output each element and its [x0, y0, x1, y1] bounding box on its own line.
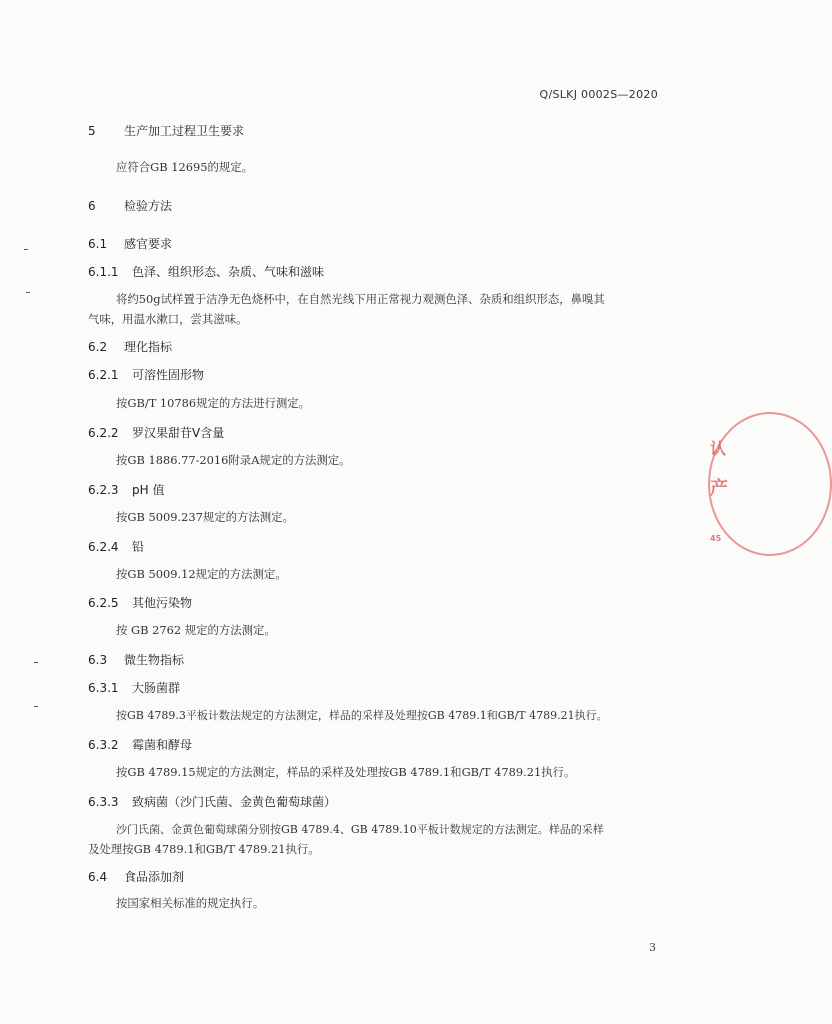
page-number: 3 — [649, 941, 656, 954]
section-title: pH 值 — [132, 483, 165, 497]
section-number: 6.2.1 — [88, 368, 119, 382]
section-number: 6.2.3 — [88, 483, 119, 497]
section-6-heading — [88, 197, 172, 214]
section-6-2-1-heading — [88, 366, 204, 383]
section-title: 致病菌（沙门氏菌、金黄色葡萄球菌） — [132, 795, 337, 809]
seal-glyph: 认 — [710, 439, 727, 458]
scan-speck — [34, 706, 38, 707]
section-6-4-paragraph: 按国家相关标准的规定执行。 — [116, 896, 265, 910]
section-6-3-3-paragraph-line1: 沙门氏菌、金黄色葡萄球菌分别按GB 4789.4、GB 4789.10平板计数规定的方法测定。样品的采样 — [116, 823, 604, 836]
section-number: 5 — [88, 124, 96, 138]
section-title: 霉菌和酵母 — [132, 738, 193, 752]
section-6-1-1-paragraph-line2: 气味，用温水漱口，尝其滋味。 — [88, 312, 248, 326]
section-number: 6 — [88, 199, 96, 213]
section-6-2-3-heading — [88, 481, 164, 498]
section-6-2-5-heading — [88, 594, 192, 611]
section-title: 食品添加剂 — [124, 870, 185, 884]
section-6-2-2-paragraph: 按GB 1886.77-2016附录A规定的方法测定。 — [116, 453, 351, 467]
section-6-3-3-paragraph-line2: 及处理按GB 4789.1和GB/T 4789.21执行。 — [88, 842, 320, 856]
section-title: 罗汉果甜苷Ⅴ含量 — [132, 426, 225, 440]
section-number: 6.4 — [88, 870, 108, 884]
section-number: 6.3.3 — [88, 795, 119, 809]
section-6-2-heading — [88, 338, 172, 355]
section-title: 可溶性固形物 — [132, 368, 205, 382]
section-6-1-heading — [88, 235, 172, 252]
section-title: 色泽、组织形态、杂质、气味和滋味 — [132, 265, 325, 279]
section-6-3-1-heading — [88, 679, 180, 696]
section-6-1-1-heading — [88, 263, 324, 280]
section-number: 6.2 — [88, 340, 108, 354]
section-6-3-1-paragraph: 按GB 4789.3平板计数法规定的方法测定，样品的采样及处理按GB 4789.1和GB/T 4789.21执行。 — [116, 709, 608, 722]
seal-glyph: 产 — [710, 478, 728, 499]
section-number: 6.3 — [88, 653, 108, 667]
section-number: 6.3.2 — [88, 738, 119, 752]
section-6-1-1-paragraph-line1: 将约50g试样置于洁净无色烧杯中，在自然光线下用正常视力观测色泽、杂质和组织形态，鼻嗅其 — [116, 292, 605, 306]
section-6-2-2-heading — [88, 424, 224, 441]
section-5-heading — [88, 122, 244, 139]
section-6-3-2-paragraph: 按GB 4789.15规定的方法测定，样品的采样及处理按GB 4789.1和GB/T 4789.21执行。 — [116, 765, 576, 779]
section-title: 感官要求 — [124, 237, 173, 251]
section-title: 生产加工过程卫生要求 — [124, 124, 245, 138]
section-title: 大肠菌群 — [132, 681, 181, 695]
section-number: 6.1 — [88, 237, 108, 251]
section-number: 6.2.5 — [88, 596, 119, 610]
section-6-3-heading — [88, 651, 184, 668]
section-title: 铅 — [132, 540, 145, 554]
scan-speck — [24, 249, 28, 250]
section-title: 其他污染物 — [132, 596, 193, 610]
section-6-2-5-paragraph: 按 GB 2762 规定的方法测定。 — [116, 623, 276, 637]
section-number: 6.3.1 — [88, 681, 119, 695]
section-6-2-4-heading — [88, 538, 144, 555]
seal-stamp-fragment — [706, 412, 726, 552]
section-number: 6.2.4 — [88, 540, 119, 554]
section-5-paragraph: 应符合GB 12695的规定。 — [116, 160, 254, 174]
section-6-3-2-heading — [88, 736, 192, 753]
scan-speck — [34, 662, 38, 663]
section-title: 微生物指标 — [124, 653, 185, 667]
section-6-4-heading — [88, 868, 184, 885]
section-number: 6.2.2 — [88, 426, 119, 440]
section-title: 检验方法 — [124, 199, 173, 213]
section-6-2-1-paragraph: 按GB/T 10786规定的方法进行测定。 — [116, 396, 311, 410]
seal-digits: 45 — [710, 534, 722, 543]
section-6-3-3-heading — [88, 793, 336, 810]
scan-speck — [26, 292, 30, 293]
section-6-2-3-paragraph: 按GB 5009.237规定的方法测定。 — [116, 510, 294, 524]
standard-code: Q/SLKJ 0002S—2020 — [539, 88, 658, 101]
section-number: 6.1.1 — [88, 265, 119, 279]
section-title: 理化指标 — [124, 340, 173, 354]
section-6-2-4-paragraph: 按GB 5009.12规定的方法测定。 — [116, 567, 287, 581]
